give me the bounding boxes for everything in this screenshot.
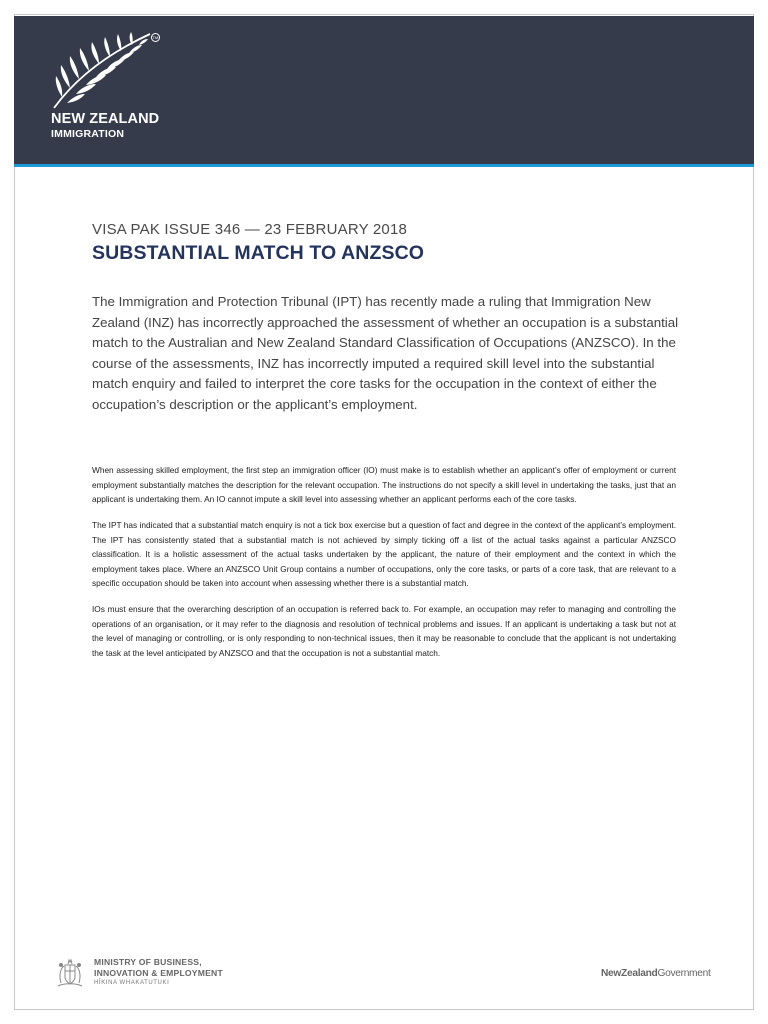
govt-logo-word: Government [657,968,711,979]
govt-logo-nz: NewZealand [601,968,658,979]
issue-kicker: VISA PAK ISSUE 346 — 23 FEBRUARY 2018 [92,221,408,238]
intro-paragraph [92,292,680,416]
mbie-maori-name: HĪKINA WHAKATUTUKI [94,980,170,986]
body-paragraph: IOs must ensure that the overarching description of an occupation is referred back to. For example, an occupation may refer to managing and controlling the operations of an organisation, or it may refer to the diagnosis and resolution of technical problems and issues. If an applicant is undertaking a task but not at the level of managing or controlling, or is only responding to non-technical issues, then it may be reasonable to conclude that the applicant is not undertaking the task at the level anticipated by ANZSCO and that the occupation is not a substantial match. [92,604,676,658]
header-accent-rule [14,164,754,167]
intro-text: The Immigration and Protection Tribunal (IPT) has recently made a ruling that Immigration New Zealand (INZ) has incorrectly approached the assessment of whether an occupation is a substantial match to the Australian and New Zealand Standard Classification of Occupations (ANZSCO). In the course of the assessments, INZ has incorrectly imputed a required skill level into the substantial match enquiry and failed to interpret the core tasks for the occupation in the context of either the occupation’s description or the applicant’s employment. [92,294,679,412]
body-paragraph: When assessing skilled employment, the first step an immigration officer (IO) must make is to establish whether an applicant’s offer of employment or current employment substantially matches the description for the relevant occupation. The instructions do not specify a skill level in undertaking the tasks, just that an applicant is undertaking them. An IO cannot impute a skill level into assessing whether an applicant performs each of the core tasks. [92,465,676,504]
logo-text-immigration: IMMIGRATION [51,128,125,140]
mbie-name-line2: INNOVATION & EMPLOYMENT [94,968,223,978]
article-title: SUBSTANTIAL MATCH TO ANZSCO [92,242,425,264]
body-paragraph: The IPT has indicated that a substantial match enquiry is not a tick box exercise but a question of fact and degree in the context of the applicant’s employment. The IPT has consistently stated that a substantial match is not achieved by simply ticking off a list of the actual tasks against a particular ANZSCO classification. It is a holistic assessment of the actual tasks undertaken by the applicant, the nature of their employment and the context in which the employment takes place. Where an ANZSCO Unit Group contains a number of occupations, only the core tasks, or parts of a core task, that are relevant to a specific occupation should be taken into account when assessing whether there is a substantial match. [92,520,676,588]
nz-government-logo [601,968,711,979]
trademark-mark: TM [152,35,159,40]
mbie-name-line1: MINISTRY OF BUSINESS, [94,957,202,967]
logo-text-new-zealand: NEW ZEALAND [51,111,160,127]
article-body [92,463,676,672]
silver-fern-logo-icon [48,30,158,112]
coat-of-arms-icon [52,956,88,990]
